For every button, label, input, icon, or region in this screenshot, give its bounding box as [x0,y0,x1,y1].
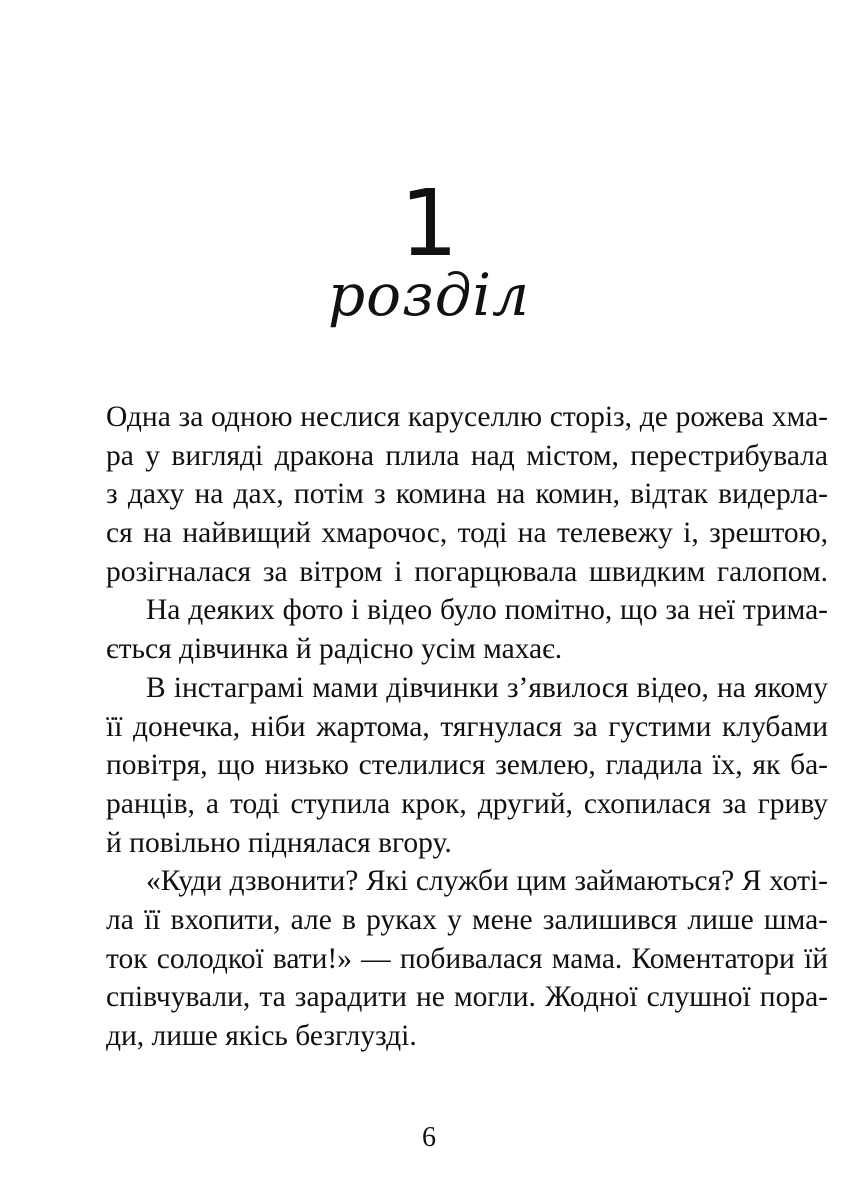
text-line: її донечка, ніби жартома, тягнулася за густими клубами [106,710,828,743]
text-line: співчували, та зарадити не могли. Жодної слушної пора- [106,981,828,1014]
paragraph-4 [106,862,828,1055]
text-line: ється дівчинка й радісно усім махає. [106,633,563,666]
text-line: ди, лише якісь безглузді. [106,1020,417,1052]
text-line: й повільно піднялася вгору. [106,826,452,859]
text-line: В інстаграмі мами дівчинки з’явилося відео, на якому [146,671,828,704]
text-line: ток солодкої вати!» — побивалася мама. Коментатори їй [106,942,828,975]
text-line: На деяких фото і відео було помітно, що за неї трима- [146,594,828,627]
text-line: «Куди дзвонити? Які служби цим займаються? Я хоті- [146,865,828,898]
paragraph-2 [106,591,828,668]
text-line: ра у вигляді дракона плила над містом, перестрибувала [106,439,828,472]
chapter-number: 1 [399,170,459,277]
body-text [106,398,828,1056]
paragraph-1 [106,398,828,591]
chapter-heading: розділ [328,261,530,329]
text-line: ся на найвищий хмарочос, тоді на телевежу і, зрештою, [106,517,828,550]
text-line: повітря, що низько стелилися землею, гладила їх, як ба- [106,749,828,782]
paragraph-3 [106,669,828,862]
page-number: 6 [422,1122,436,1153]
text-line: ла її вхопити, але в руках у мене залишився лише шма- [106,903,828,936]
text-line: з даху на дах, потім з комина на комин, відтак видерла- [106,478,828,511]
text-line: ранців, а тоді ступила крок, другий, схопилася за гриву [106,787,828,820]
text-line: розігналася за вітром і погарцювала швидким галопом. [106,555,828,588]
text-line: Одна за одною неслися каруселлю сторіз, де рожева хма- [106,401,828,433]
